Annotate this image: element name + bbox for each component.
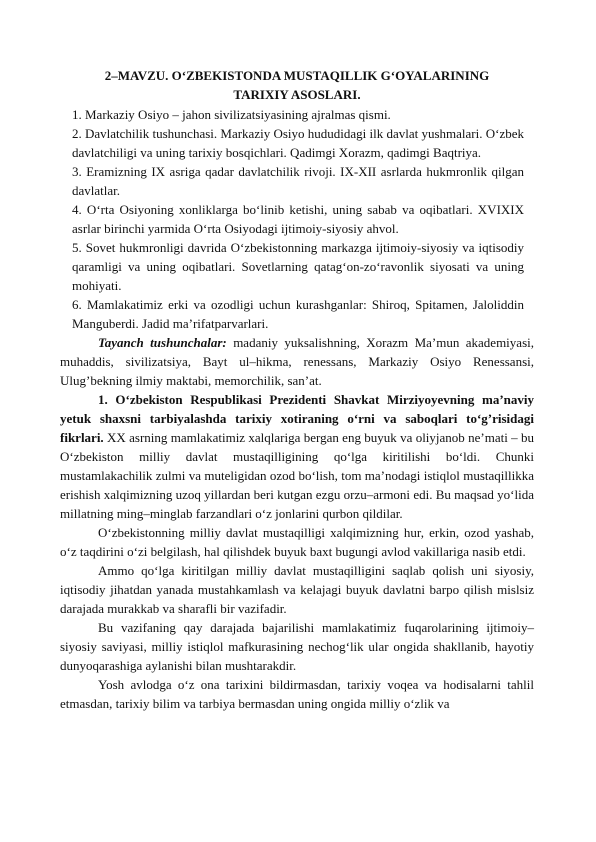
- body-paragraph: Yosh avlodga o‘z ona tarixini bildirmasdan, tarixiy voqea va hodisalarni tahlil etmasdan, tarixiy bilim va tarbiya bermasdan uning ongida milliy o‘zlik va: [60, 677, 534, 711]
- body-paragraph: Ammo qo‘lga kiritilgan milliy davlat mustaqilligini saqlab qolish uni siyosiy, iqtisodiy jihatdan yanada mustahkamlash va kelajagi buyuk davlatni barpo qilish mislsiz darajada murakkab va sharafli bir vazifadir.: [60, 563, 534, 616]
- plan-item: 4. O‘rta Osiyoning xonliklarga bo‘linib ketishi, uning sabab va oqibatlari. XVIXIX asrlar birinchi yarmida O‘rta Osiyodagi ijtimoiy-siyosiy ahvol.: [72, 202, 524, 236]
- section-1-paragraph: [60, 390, 534, 523]
- body-paragraph: Bu vazifaning qay darajada bajarilishi mamlakatimiz fuqarolarining ijtimoiy–siyosiy saviyasi, milliy istiqlol mafkurasining nechog‘lik ular ongida shakllanib, hayotiy dunyoqarashiga aylanishi bilan mushtarakdir.: [60, 620, 534, 673]
- plan-item: 6. Mamlakatimiz erki va ozodligi uchun kurashganlar: Shiroq, Spitamen, Jaloliddin Manguberdi. Jadid ma’rifatparvarlari.: [72, 297, 524, 331]
- topic-title: [60, 66, 534, 104]
- plan-item: 5. Sovet hukmronligi davrida O‘zbekistonning markazga ijtimoiy-siyosiy va iqtisodiy qaramligi va uning oqibatlari. Sovetlarning qatag‘on-zo‘ravonlik siyosati va uning mohiyati.: [72, 240, 524, 293]
- body-paragraph: O‘zbekistonning milliy davlat mustaqilligi xalqimizning hur, erkin, ozod yashab, o‘z taqdirini o‘zi belgilash, hal qilishdek buyuk baxt bugungi avlod vakillariga nasib etdi.: [60, 525, 534, 559]
- keywords-label: Tayanch tushunchalar:: [98, 335, 227, 350]
- title-line-1: 2–MAVZU. O‘ZBEKISTONDA MUSTAQILLIK G‘OYALARINING: [104, 68, 490, 83]
- plan-item: 1. Markaziy Osiyo – jahon sivilizatsiyasining ajralmas qismi.: [72, 107, 391, 122]
- section-1-heading: 1. O‘zbekiston Respublikasi Prezidenti Shavkat Mirziyoyevning ma’naviy yetuk shaxsni tarbiyalashda tarixiy xotiraning o‘rni va saboqlari to‘g’risidagi fikrlari.: [60, 392, 534, 445]
- title-line-2: TARIXIY ASOSLARI.: [233, 87, 361, 102]
- plan-item: 3. Eramizning IX asriga qadar davlatchilik rivoji. IX-XII asrlarda hukmronlik qilgan davlatlar.: [72, 164, 524, 198]
- plan-item: 2. Davlatchilik tushunchasi. Markaziy Osiyo hududidagi ilk davlat yushmalari. O‘zbek davlatchiligi va uning tarixiy bosqichlari. Qadimgi Xorazm, qadimgi Baqtriya.: [72, 126, 525, 160]
- section-1-text: XX asrning mamlakatimiz xalqlariga bergan eng buyuk va oliyjanob ne’mati – bu O‘zbekiston milliy davlat mustaqilligining qo‘lga kiritilishi bo‘ldi. Chunki mustamlakachilik zulmi va muteligidan ozod bo‘lish, tom ma’nodagi istiqlol mustaqillikka erishish xalqimizning uzoq yillardan beri kutgan ezgu orzu–armoni edi. Bu maqsad yo‘lida millatning ming–minglab farzandlari o‘z jonlarini qurbon qildilar.: [60, 430, 534, 521]
- keywords-text: madaniy yuksalishning, Xorazm Ma’mun akademiyasi, muhaddis, sivilizatsiya, Bayt ul–hikma, renessans, Markaziy Osiyo Renessansi, Ulug’bekning ilmiy maktabi, memorchilik, san’at.: [60, 335, 534, 388]
- document-page: [60, 66, 534, 713]
- keywords-paragraph: [60, 333, 534, 390]
- topic-plan-list: [60, 105, 534, 333]
